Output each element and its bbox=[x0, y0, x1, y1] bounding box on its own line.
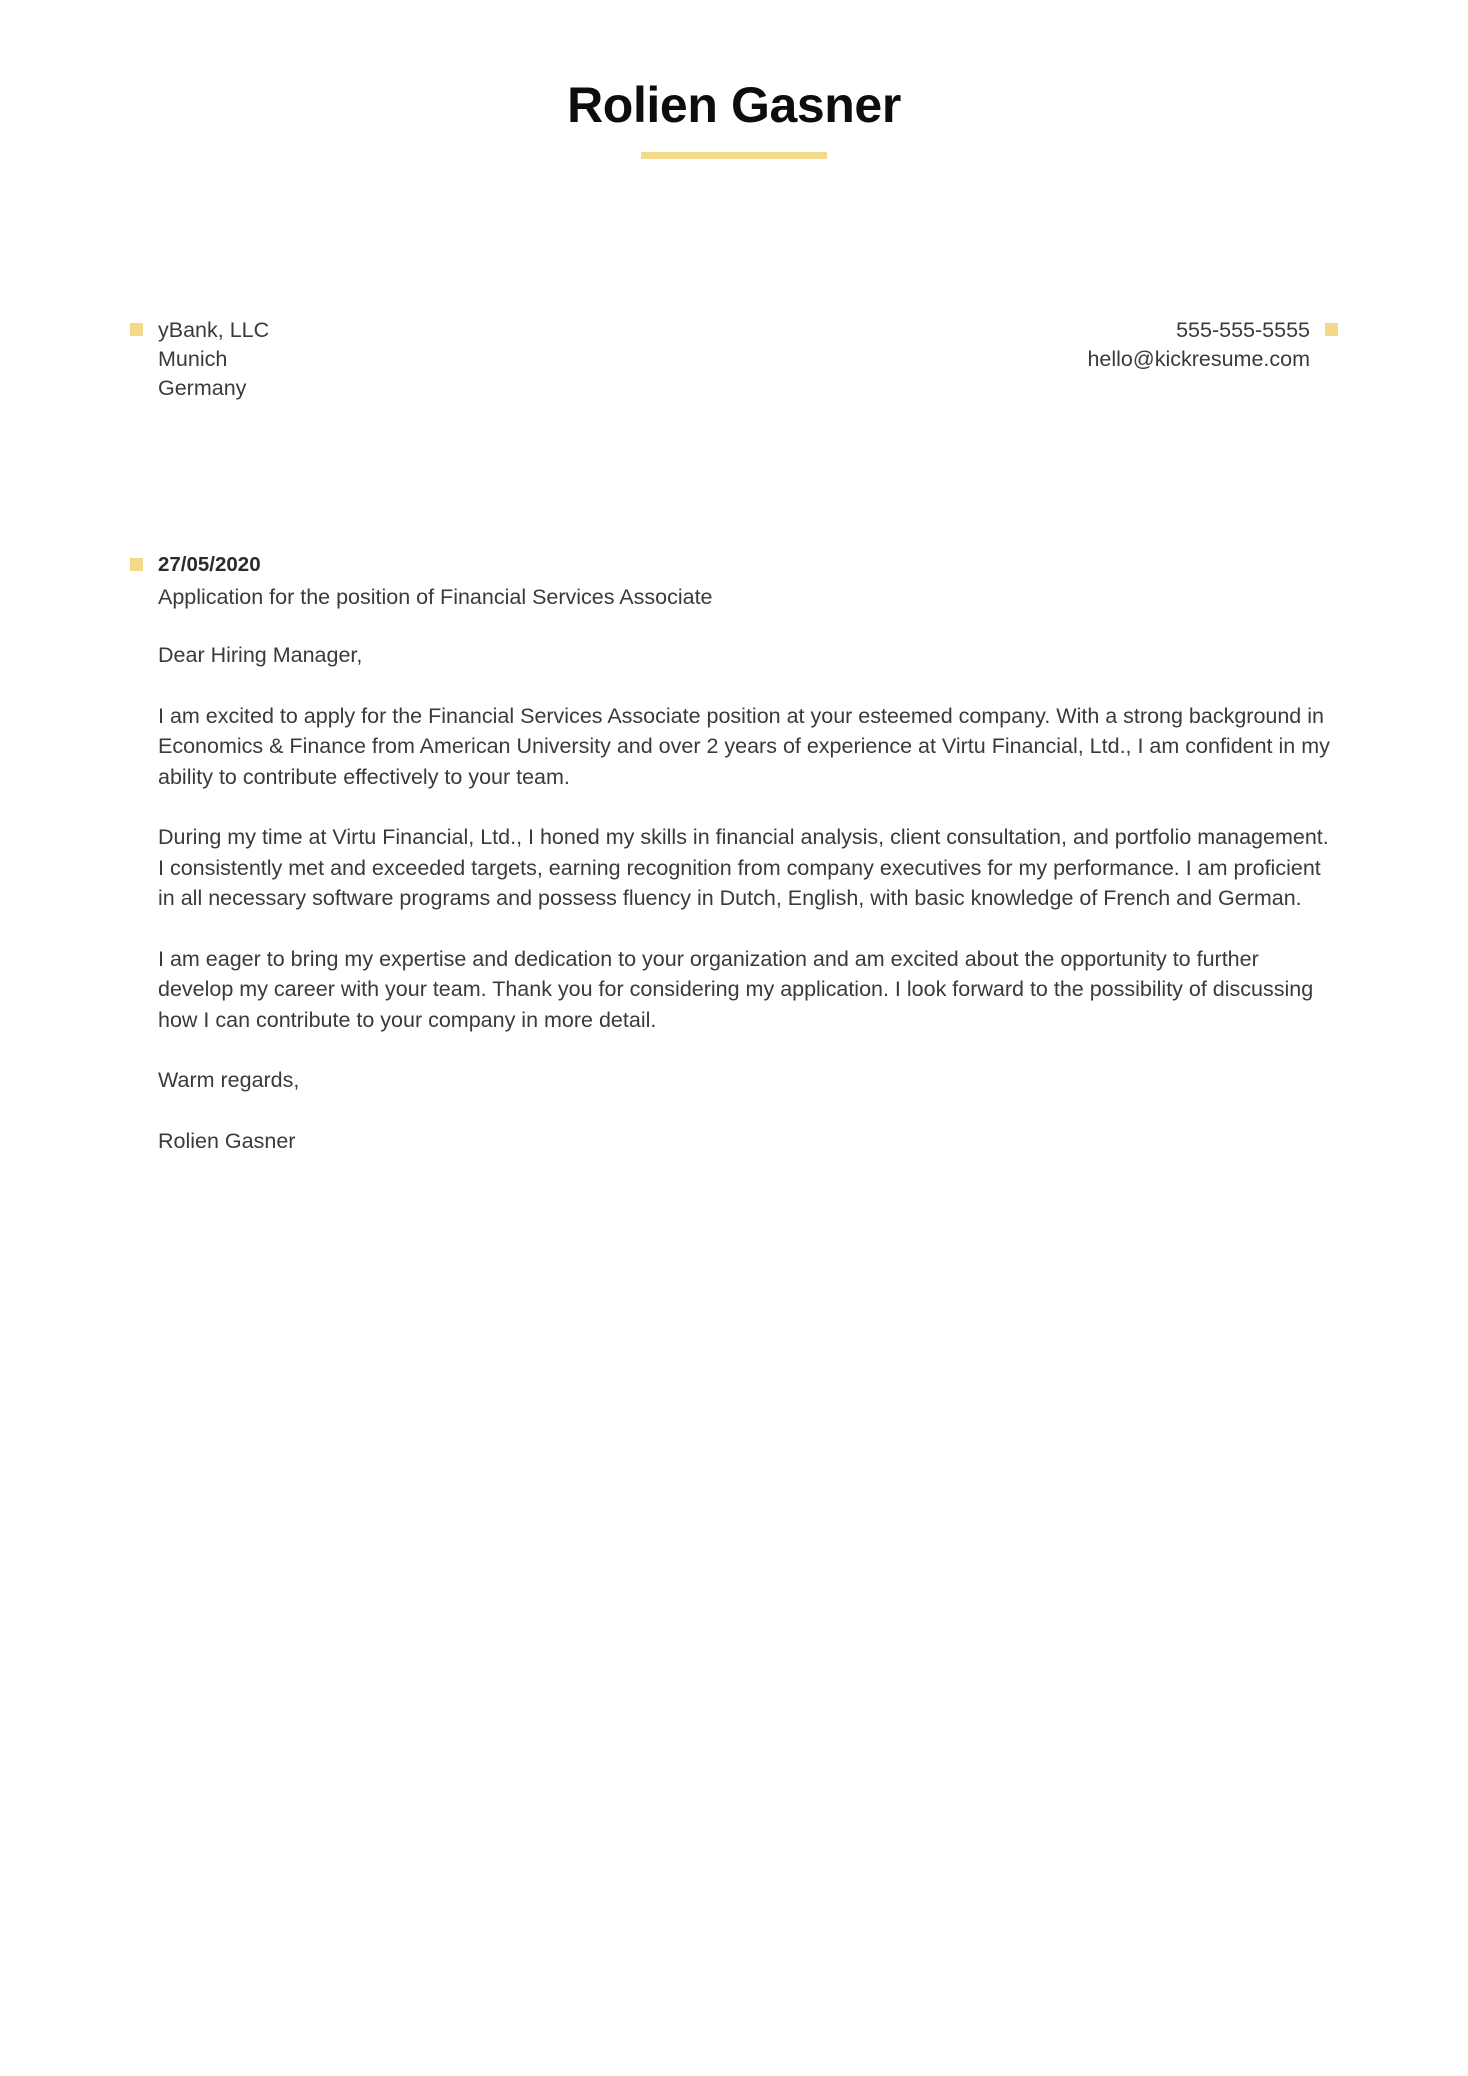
accent-square-icon bbox=[130, 558, 143, 571]
accent-square-icon bbox=[130, 323, 143, 336]
recipient-address-lines bbox=[158, 316, 269, 403]
letter-subject: Application for the position of Financial Services Associate bbox=[158, 585, 713, 609]
letter-date: 27/05/2020 bbox=[158, 553, 261, 576]
letter-paragraph: I am excited to apply for the Financial Services Associate position at your esteemed company. With a strong background in Economics & Finance from American University and over 2 years of experience at Virtu Financial, Ltd., I am confident in my ability to contribute effectively to your team. bbox=[158, 703, 1330, 789]
recipient-company: yBank, LLC bbox=[158, 318, 270, 342]
candidate-name: Rolien Gasner bbox=[567, 77, 901, 133]
sender-contact-lines bbox=[1087, 316, 1310, 374]
recipient-city: Munich bbox=[158, 347, 228, 371]
letter-salutation: Dear Hiring Manager, bbox=[158, 643, 363, 667]
letter-paragraph: During my time at Virtu Financial, Ltd., I honed my skills in financial analysis, client consultation, and portfolio management. I consistently met and exceeded targets, earning recognition from company executives for my performance. I am proficient in all necessary software programs and possess fluency in Dutch, English, with basic knowledge of French and German. bbox=[158, 825, 1329, 910]
name-underline-rule bbox=[641, 152, 827, 159]
letter-closing: Warm regards, bbox=[158, 1068, 300, 1092]
letter-body bbox=[158, 640, 1338, 1156]
recipient-country: Germany bbox=[158, 376, 247, 400]
letter-header bbox=[0, 0, 1468, 159]
letter-signature: Rolien Gasner bbox=[158, 1128, 296, 1153]
sender-phone[interactable]: 555-555-5555 bbox=[1176, 318, 1310, 342]
recipient-address-block bbox=[130, 316, 269, 403]
sender-contact-block bbox=[1087, 316, 1338, 374]
accent-square-icon bbox=[1325, 323, 1338, 336]
letter-content bbox=[130, 552, 1338, 1156]
sender-email[interactable]: hello@kickresume.com bbox=[1087, 347, 1310, 371]
letter-paragraph: I am eager to bring my expertise and dedication to your organization and am excited about the opportunity to further develop my career with your team. Thank you for considering my application. I look forward to the possibility of discussing how I can contribute to your company in more detail. bbox=[158, 946, 1314, 1032]
letter-date-row bbox=[130, 552, 1338, 578]
contact-row bbox=[0, 316, 1468, 403]
